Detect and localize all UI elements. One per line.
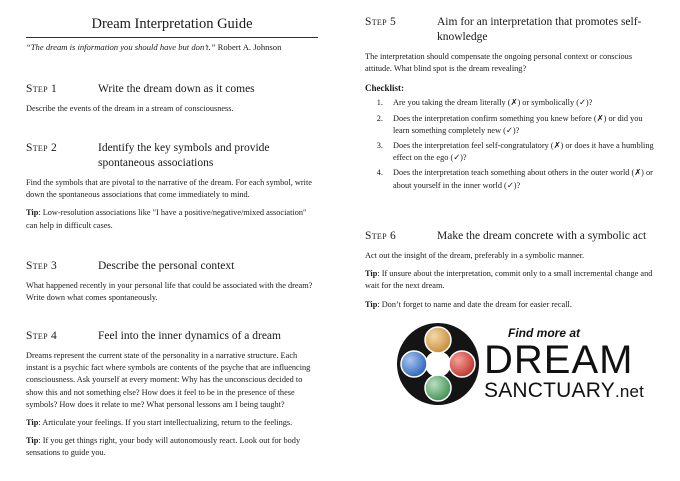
step-5: [365, 15, 657, 195]
step-paragraph: Dreams represent the current state of the personality in a narrative structure. Each instant is a psychic fact where symbols are contents of the psyche that are influencing consciousness. Ask yourself at every moment: Why has the unconscious decided to show this and not something else? How does it feel to be in the presence of these symbols? How does it relate to me? What personal lessons am I being taught?: [26, 351, 311, 409]
step-label: Step 2: [26, 142, 58, 154]
step-label: Step 1: [26, 83, 58, 95]
step-title: Write the dream down as it comes: [98, 83, 255, 95]
promo-site: SANCTUARY.net: [484, 379, 645, 402]
step-3: [26, 259, 318, 304]
quote-author: Robert A. Johnson: [217, 42, 282, 52]
step-paragraph: What happened recently in your personal life that could be associated with the dream? Write down what comes spontaneously.: [26, 281, 313, 303]
checklist-title: Checklist:: [365, 83, 404, 94]
step-1: [26, 82, 318, 115]
checklist-item: 4. Does the interpretation teach something about others in the outer world (✗) or about yourself in the inner world (✓)?: [376, 168, 653, 190]
step-label: Step 5: [365, 16, 397, 28]
checklist: [365, 97, 657, 191]
step-2: [26, 141, 318, 232]
promo-find-text: Find more at: [508, 326, 581, 340]
step-paragraph: Act out the insight of the dream, preferably in a symbolic manner.: [365, 251, 585, 260]
step-6: [365, 229, 657, 311]
step-title: Describe the personal context: [98, 260, 235, 272]
checklist-item: 3. Does the interpretation feel self-congratulatory (✗) or does it have a humbling effect on the ego (✓)?: [376, 141, 654, 163]
dream-sanctuary-promo[interactable]: [396, 322, 645, 408]
step-4: [26, 329, 318, 460]
step-label: Step 6: [365, 230, 397, 242]
step-tip: Tip: Articulate your feelings. If you start intellectualizing, return to the feelings.: [26, 418, 293, 428]
step-tip: Tip: If you get things right, your body will autonomously react. Look out for body sensations to guide you.: [26, 436, 301, 458]
step-title: Aim for an interpretation that promotes self-knowledge: [437, 16, 642, 43]
step-title: Make the dream concrete with a symbolic act: [437, 230, 647, 242]
epigraph: [26, 42, 318, 52]
step-paragraph: Describe the events of the dream in a stream of consciousness.: [26, 104, 234, 113]
quote-text: “The dream is information you should have but don’t.”: [26, 42, 216, 52]
step-tip: Tip: If unsure about the interpretation, commit only to a small incremental change and wait for the next dream.: [365, 269, 653, 291]
step-title: Identify the key symbols and provide spontaneous associations: [98, 142, 270, 169]
checklist-item: 1. Are you taking the dream literally (✗) or symbolically (✓)?: [376, 98, 593, 108]
step-paragraph: The interpretation should compensate the ongoing personal context or conscious attitude. What blind spot is the dream revealing?: [365, 52, 633, 74]
step-paragraph: Find the symbols that are pivotal to the narrative of the dream. For each symbol, write down the spontaneous associations that come immediately to mind.: [26, 178, 312, 200]
page-title: Dream Interpretation Guide: [91, 16, 253, 32]
checklist-item: 2. Does the interpretation confirm something you knew before (✗) or did you learn something completely new (✓)?: [376, 113, 643, 135]
step-label: Step 3: [26, 260, 58, 272]
dream-sanctuary-logo-icon: [396, 322, 480, 406]
step-tip: Tip: Low-resolution associations like "I have a positive/negative/mixed association" can help in difficult cases.: [26, 208, 307, 230]
promo-brand: DREAM: [484, 338, 634, 382]
title-divider: [26, 37, 318, 38]
step-tip: Tip: Don’t forget to name and date the dream for easier recall.: [365, 299, 572, 309]
step-title: Feel into the inner dynamics of a dream: [98, 330, 281, 342]
step-label: Step 4: [26, 330, 58, 342]
